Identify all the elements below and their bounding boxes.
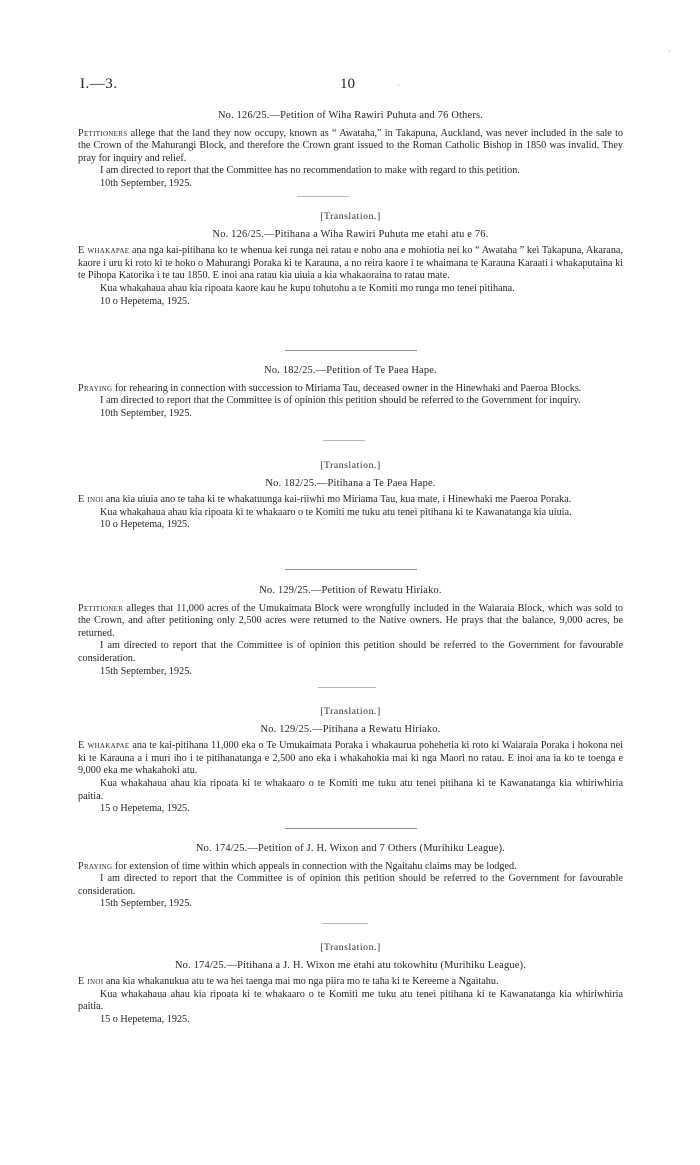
report-date: 10th September, 1925. [100,177,192,189]
section-divider [285,350,417,351]
petition-section [78,843,623,911]
lead-word: Praying [78,382,113,394]
body-text: ana kia uiuia ano te taha ki te whakatuunga kai-riiwhi mo Miriama Tau, kua mate, i Hinewhaki me Paeroa Poraka. [103,494,572,506]
short-divider [297,196,349,197]
section-divider [285,828,417,829]
report-date: 10 o Hepetema, 1925. [100,295,190,307]
body-text: ana nga kai-pitihana ko te whenua kei runga nei ratau e noho ana e mohiotia nei ko “ Awataha ” kei Takapuna, Akarana, kaore i uru ki roto ki te hoko o Mahurangi Poraka ki te Karauna, a no reira kaore i te whaimana te Karauna Karaati i whakaputaina ki te Pihopa Katorika i te tau 1850. E inoi ana ratau kia uiuia a kia whakaoraina to ratau mate. [78,245,623,282]
lead-word: E inoi [78,976,104,988]
page-mark: · [397,80,400,90]
report-date: 15 o Hepetema, 1925. [100,803,190,815]
petition-title: No. 129/25.—Petition of Rewatu Hiriako. [259,585,442,596]
translation-label: [Translation.] [320,211,381,222]
petition-body [78,976,623,989]
body-text: ana kia whakanukua atu te wa hei taenga mai mo nga piira mo te taha ki te Kereeme a Ngaitahu. [103,976,499,988]
lead-word: E whakapae [78,740,130,752]
petition-section [78,110,623,191]
page-mark: · [668,46,671,56]
body-text: ana te kai-pitihana 11,000 eka o Te Umukaimata Poraka i whakaurua pohehetia ki roto ki Waiaraia Poraka i hokona nei ki te Karauna a i muri iho i te pitihanatanga e 2,500 ano eka i whakahokia mai ki nga Maori no ratau. E inoi ana ia ko te toenga e 9,000 eka me whakahoki atu. [78,740,623,777]
body-text: allege that the land they now occupy, known as “ Awataha,” in Takapuna, Auckland, was never included in the sale to the Crown of the Mahurangi Block, and therefore the Crown grant issued to the Roman Catholic Bishop in 1850 was invalid. They pray for inquiry and relief. [78,127,623,164]
petition-title: No. 174/25.—Pitihana a J. H. Wixon me etahi atu tokowhitu (Murihiku League). [174,959,527,971]
petition-section [78,585,623,678]
translation-label: [Translation.] [320,942,381,953]
lead-word: Praying [78,860,113,872]
translation-section [78,460,623,532]
committee-report: I am directed to report that the Committee is of opinion this petition should be referred to the Government for inquiry. [100,395,581,407]
short-divider [323,440,365,441]
report-date: 15th September, 1925. [100,665,192,677]
translation-section [78,211,623,308]
petition-title: No. 126/25.—Pitihana a Wiha Rawiri Puhuta me etahi atu e 76. [212,228,489,240]
lead-word: Petitioner [78,602,124,614]
lead-word: Petitioners [78,127,128,139]
body-text: for extension of time within which appeals in connection with the Ngaitahu claims may be lodged. [112,860,517,872]
document-series: I.—3. [80,76,118,92]
translation-section [78,706,623,816]
translation-label: [Translation.] [320,706,381,717]
petition-body [78,603,623,641]
translation-label: [Translation.] [320,460,381,471]
petition-title: No. 174/25.—Petition of J. H. Wixon and 7 Others (Murihiku League). [195,843,506,854]
petition-body [78,740,623,778]
body-text: for rehearing in connection with succession to Miriama Tau, deceased owner in the Hinewhaki and Paeroa Blocks. [112,382,582,394]
committee-report: Kua whakahaua ahau kia ripoata kaore kau he kupu tohutohu a te Komiti mo runga mo tenei pitihana. [100,282,515,294]
short-divider [322,923,368,924]
petition-section [78,365,623,420]
petition-title: No. 129/25.—Pitihana a Rewatu Hiriako. [260,723,441,735]
body-text: alleges that 11,000 acres of the Umukaimata Block were wrongfully included in the Waiaraia Block, which was sold to the Crown, and after petitioning only 2,500 acres were returned to the Native owners. He prays that the balance, 9,000 acres, be returned. [78,602,623,639]
report-date: 15th September, 1925. [100,898,192,910]
short-divider [318,687,376,688]
petition-body [78,494,623,507]
report-date: 15 o Hepetema, 1925. [100,1013,190,1025]
petition-body [78,128,623,166]
petition-body [78,245,623,283]
petition-body [78,383,623,396]
petition-title: No. 126/25.—Petition of Wiha Rawiri Puhuta and 76 Others. [217,110,484,121]
committee-report: I am directed to report that the Committee is of opinion this petition should be referred to the Government for favourable consideration. [78,640,623,664]
committee-report: I am directed to report that the Committee has no recommendation to make with regard to this petition. [100,165,520,177]
report-date: 10th September, 1925. [100,407,192,419]
committee-report: Kua whakahaua ahau kia ripoata ki te whakaaro o te Komiti me tuku atu tenei pitihana ki te Kawanatanga kia whiriwhiria paitia. [78,988,623,1013]
section-divider [285,569,417,570]
lead-word: E whakapae [78,245,130,257]
lead-word: E inoi [78,494,104,506]
committee-report: Kua whakahaua ahau kia ripoata ki te whakaaro o te Komiti me tuku atu tenei pitihana ki te Kawanatanga kia uiuia. [100,506,572,518]
petition-title: No. 182/25.—Petition of Te Paea Hape. [264,365,437,376]
page-number: 10 [340,76,355,92]
committee-report: I am directed to report that the Committee is of opinion this petition should be referred to the Government for favourable consideration. [78,873,623,897]
petition-title: No. 182/25.—Pitihana a Te Paea Hape. [265,477,436,489]
translation-section [78,942,623,1027]
petition-body [78,861,623,874]
committee-report: Kua whakahaua ahau kia ripoata ki te whakaaro o te Komiti me tuku atu tenei pitihana ki te Kawanatanga kia whiriwhiria paitia. [78,777,623,802]
report-date: 10 o Hepetema, 1925. [100,519,190,531]
